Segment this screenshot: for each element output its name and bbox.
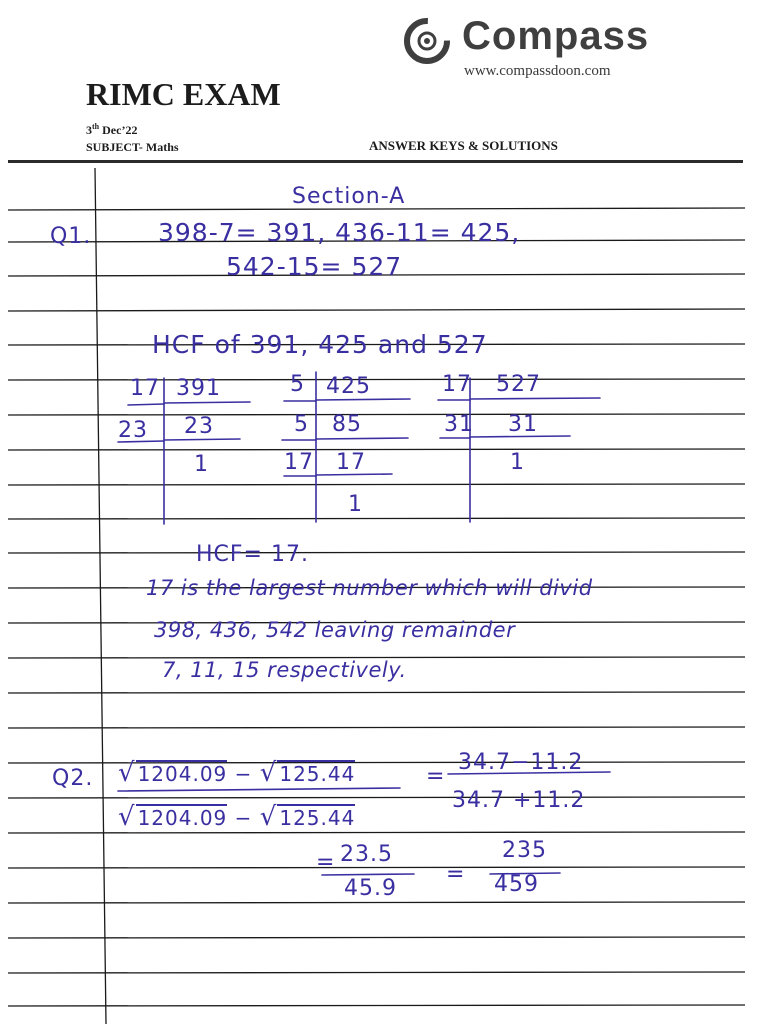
- q2-numerator: √ 1204.09 − √ 125.44: [118, 758, 356, 788]
- div1-divisor-1: 17: [130, 376, 160, 401]
- div2-divisor-2: 5: [294, 412, 309, 437]
- div3-dividend-2: 31: [508, 412, 538, 437]
- div3-divisor-1: 17: [442, 372, 472, 397]
- conclusion-line-3: 7, 11, 15 respectively.: [162, 658, 407, 682]
- sqrt-icon: √: [259, 758, 278, 788]
- div2-dividend-2: 85: [332, 412, 362, 437]
- div2-divisor-3: 17: [284, 450, 314, 475]
- logo-url: www.compassdoon.com: [464, 63, 611, 79]
- div2-divisor-1: 5: [290, 372, 305, 397]
- div3-dividend-1: 527: [496, 372, 541, 397]
- conclusion-line-1: 17 is the largest number which will divid: [146, 576, 593, 600]
- div3-quotient: 1: [510, 450, 525, 475]
- div1-dividend-2: 23: [184, 414, 214, 439]
- div1-dividend-1: 391: [176, 376, 221, 401]
- compass-logo: [402, 14, 672, 84]
- q2-equals-1: =: [426, 764, 446, 789]
- exam-title: RIMC EXAM: [86, 76, 281, 112]
- hcf-result: HCF= 17.: [196, 542, 309, 567]
- q2-label: Q2.: [52, 766, 94, 791]
- q2-fraction-3-numerator: 235: [502, 838, 547, 863]
- q1-subtraction-line-2: 542-15= 527: [226, 252, 403, 281]
- div3-divisor-2: 31: [444, 412, 474, 437]
- sqrt-icon: √: [118, 802, 136, 832]
- q1-label: Q1.: [50, 224, 92, 249]
- exam-subject: SUBJECT- Maths: [86, 140, 179, 154]
- sqrt-icon: √: [118, 758, 136, 788]
- q2-fraction-1-denominator: 34.7 +11.2: [452, 788, 586, 813]
- q2-fraction-1-numerator: 34.7−11.2: [458, 750, 584, 775]
- section-title: Section-A: [292, 184, 406, 209]
- logo-name: Compass: [462, 14, 650, 58]
- answer-keys-label: ANSWER KEYS & SOLUTIONS: [369, 138, 558, 153]
- q2-fraction-2-numerator: 23.5: [340, 842, 393, 867]
- div2-dividend-1: 425: [326, 374, 371, 399]
- exam-date: 3th Dec’22: [86, 122, 138, 137]
- page-header: [0, 0, 768, 168]
- compass-logo-icon: [402, 16, 452, 66]
- div1-divisor-2: 23: [118, 418, 148, 443]
- q2-denominator: √ 1204.09 − √ 125.44: [118, 802, 356, 832]
- q2-equals-3: =: [446, 862, 466, 887]
- q1-subtraction-line-1: 398-7= 391, 436-11= 425,: [158, 218, 521, 247]
- div2-dividend-3: 17: [336, 450, 366, 475]
- q2-fraction-2-denominator: 45.9: [344, 876, 397, 901]
- q2-equals-2: =: [316, 850, 336, 875]
- header-rule: [8, 160, 743, 163]
- div2-quotient: 1: [348, 492, 363, 517]
- div1-quotient: 1: [194, 452, 209, 477]
- conclusion-line-2: 398, 436, 542 leaving remainder: [154, 618, 516, 642]
- q2-fraction-3-denominator: 459: [494, 872, 539, 897]
- sqrt-icon: √: [259, 802, 278, 832]
- hcf-heading: HCF of 391, 425 and 527: [152, 330, 488, 359]
